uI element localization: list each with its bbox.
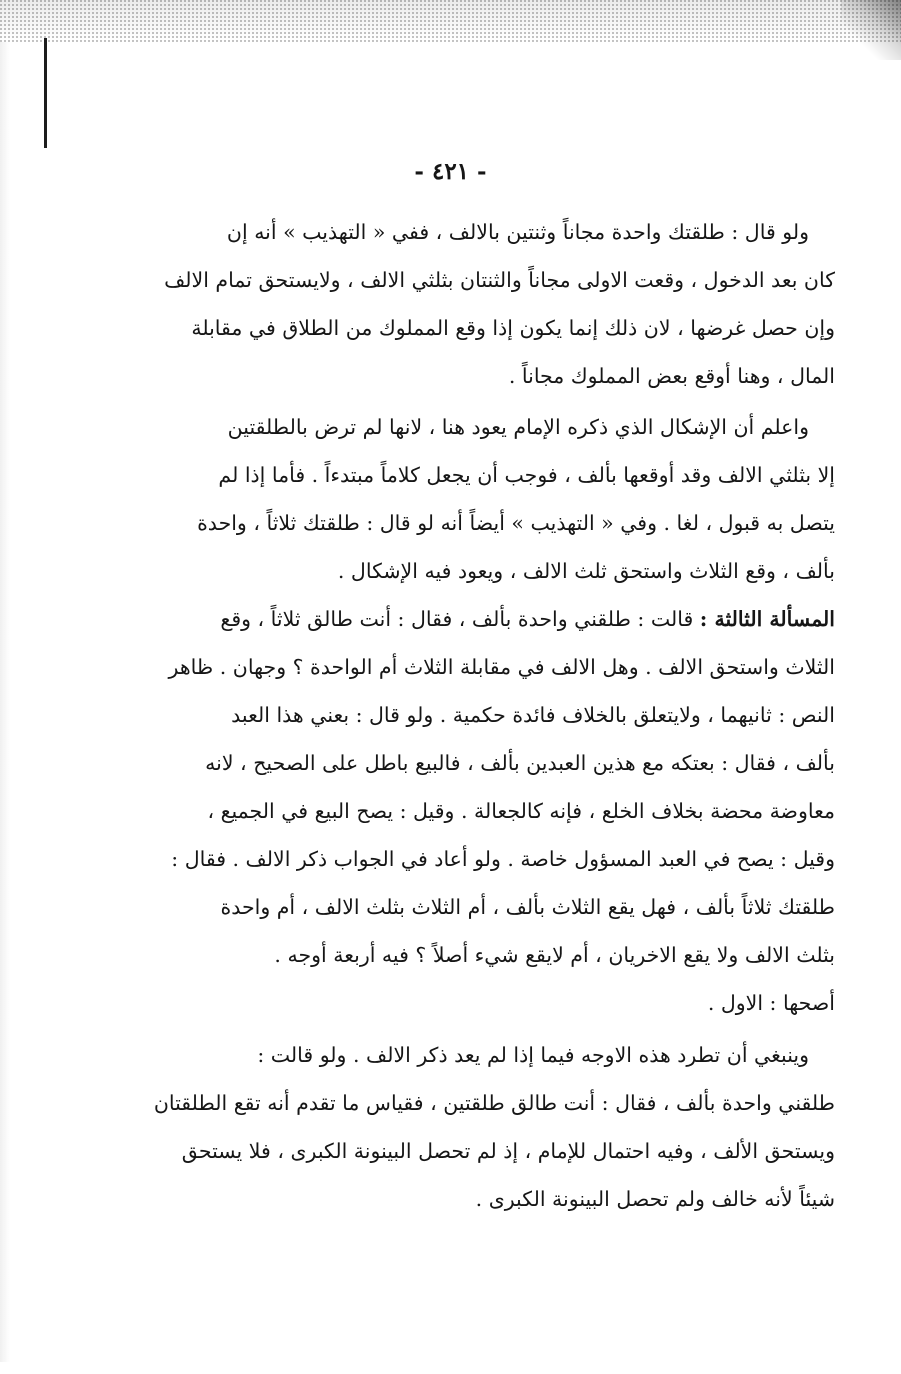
scan-edge-texture [0, 0, 901, 42]
text-run: قالت : طلقني واحدة بألف ، فقال : أنت طالق ثلاثاً ، وقع [220, 607, 694, 631]
text-line-with-heading [100, 595, 835, 643]
text-line: المال ، وهنا أوقع بعض المملوك مجاناً . [508, 364, 835, 388]
text-line: طلقتك ثلاثاً بألف ، فهل يقع الثلاث بألف ، أم الثلاث بثلث الالف ، أم واحدة [220, 895, 835, 919]
section-heading: المسألة الثالثة : [699, 607, 835, 631]
text-line: وينبغي أن تطرد هذه الاوجه فيما إذا لم يعد ذكر الالف . ولو قالت : [257, 1043, 809, 1067]
text-line: إلا بثلثي الالف وقد أوقعها بألف ، فوجب أن يجعل كلاماً مبتدءاً . فأما إذا لم [218, 463, 835, 487]
text-line: شيئاً لأنه خالف ولم تحصل البينونة الكبرى . [475, 1187, 835, 1211]
scan-corner-shadow [841, 0, 901, 60]
paragraph-2 [100, 403, 835, 595]
scan-binding-mark [44, 38, 47, 148]
text-line: بألف ، وقع الثلاث واستحق ثلث الالف ، ويعود فيه الإشكال . [337, 559, 835, 583]
scan-binding-shadow [0, 42, 10, 1362]
text-line: الثلاث واستحق الالف . وهل الالف في مقابلة الثلاث أم الواحدة ؟ وجهان . ظاهر [168, 655, 835, 679]
paragraph-3 [100, 595, 835, 1027]
text-line: بألف ، فقال : بعتكه مع هذين العبدين بألف ، فالبيع باطل على الصحيح ، لانه [205, 751, 835, 775]
text-line: واعلم أن الإشكال الذي ذكره الإمام يعود هنا ، لانها لم ترض بالطلقتين [227, 415, 809, 439]
text-line: وإن حصل غرضها ، لان ذلك إنما يكون إذا وقع المملوك من الطلاق في مقابلة [191, 316, 835, 340]
text-line: النص : ثانيهما ، ولايتعلق بالخلاف فائدة حكمية . ولو قال : بعني هذا العبد [231, 703, 835, 727]
text-line: معاوضة محضة بخلاف الخلع ، فإنه كالجعالة . وقيل : يصح البيع في الجميع ، [207, 799, 835, 823]
text-line: ويستحق الألف ، وفيه احتمال للإمام ، إذ لم تحصل البينونة الكبرى ، فلا يستحق [181, 1139, 835, 1163]
page-number: - ٤٢١ - [414, 158, 487, 185]
text-line: طلقني واحدة بألف ، فقال : أنت طالق طلقتين ، فقياس ما تقدم أنه تقع الطلقتان [153, 1091, 835, 1115]
paragraph-4 [100, 1031, 835, 1223]
page-body [100, 208, 835, 1223]
text-line: ولو قال : طلقتك واحدة مجاناً وثنتين بالالف ، ففي « التهذيب » أنه إن [226, 220, 809, 244]
text-line: كان بعد الدخول ، وقعت الاولى مجاناً والثنتان بثلثي الالف ، ولايستحق تمام الالف [164, 268, 835, 292]
paragraph-1 [100, 208, 835, 400]
text-line: وقيل : يصح في العبد المسؤول خاصة . ولو أعاد في الجواب ذكر الالف . فقال : [171, 847, 835, 871]
text-line: بثلث الالف ولا يقع الاخريان ، أم لايقع شيء أصلاً ؟ فيه أربعة أوجه . [274, 943, 835, 967]
text-line: يتصل به قبول ، لغا . وفي « التهذيب » أيضاً أنه لو قال : طلقتك ثلاثاً ، واحدة [197, 511, 835, 535]
text-line: أصحها : الاول . [707, 991, 835, 1015]
